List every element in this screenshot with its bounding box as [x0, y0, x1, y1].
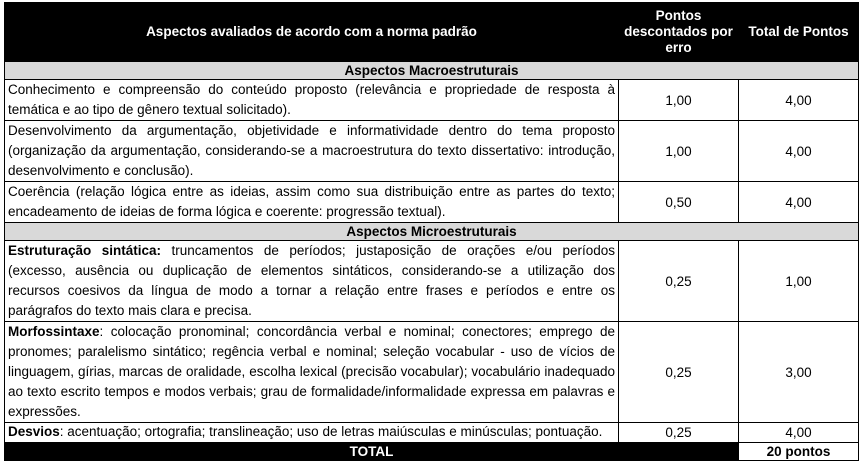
criterion-text: Coerência (relação lógica entre as ideias, assim como sua distribuição entre as partes do texto; encadeamento de ideias de forma lógica e coerente: progressão textual).	[8, 184, 615, 219]
total-label: TOTAL	[5, 443, 739, 461]
criterion-heading: Morfossintaxe	[8, 324, 100, 339]
criterion-heading: Desvios	[8, 424, 60, 439]
criterion-description	[5, 182, 619, 223]
table-row	[5, 241, 859, 322]
section-title: Aspectos Microestruturais	[5, 223, 859, 241]
table-row	[5, 182, 859, 223]
header-aspects: Aspectos avaliados de acordo com a norma padrão	[5, 3, 619, 62]
table-row	[5, 80, 859, 121]
points-per-error: 0,25	[619, 241, 739, 322]
criterion-text: : acentuação; ortografia; translineação; uso de letras maiúsculas e minúsculas; pontuação.	[59, 424, 603, 439]
points-per-error: 0,25	[619, 322, 739, 423]
total-points: 4,00	[739, 423, 859, 443]
criterion-heading: Estruturação sintática:	[8, 243, 162, 258]
criterion-description	[5, 423, 619, 443]
section-row-macro	[5, 62, 859, 80]
evaluation-table-container	[4, 2, 859, 461]
points-per-error: 0,25	[619, 423, 739, 443]
points-per-error: 1,00	[619, 121, 739, 182]
section-title: Aspectos Macroestruturais	[5, 62, 859, 80]
criterion-text: : colocação pronominal; concordância verbal e nominal; conectores; emprego de pronomes; paralelismo sintático; regência verbal e nominal; seleção vocabular - uso de vícios de linguagem, gírias, marcas de oralidade, escolha lexical (precisão vocabular); vocabulário inadequado ao texto escrito tempos e modos verbais; grau de formalidade/informalidade expressa em palavras e expressões.	[8, 324, 615, 419]
criterion-text: Desenvolvimento da argumentação, objetividade e informatividade dentro do tema proposto (organização da argumentação, considerando-se a macroestrutura do texto dissertativo: introdução, desenvolvimento e conclusão).	[8, 123, 615, 178]
criterion-description	[5, 121, 619, 182]
table-row	[5, 322, 859, 423]
total-points: 4,00	[739, 182, 859, 223]
total-row	[5, 443, 859, 461]
criterion-description	[5, 322, 619, 423]
total-points: 4,00	[739, 80, 859, 121]
criterion-text: truncamentos de períodos; justaposição de orações e/ou períodos (excesso, ausência ou duplicação de elementos sintáticos, considerando-se a utilização dos recursos coesivos da língua de modo a tornar a relação entre frases e períodos e entre os parágrafos do texto mais clara e precisa.	[8, 243, 615, 318]
header-points-per-error: Pontos descontados por erro	[619, 3, 739, 62]
header-total-points: Total de Pontos	[739, 3, 859, 62]
points-per-error: 1,00	[619, 80, 739, 121]
section-row-micro	[5, 223, 859, 241]
table-row	[5, 121, 859, 182]
evaluation-criteria-table	[4, 2, 859, 461]
total-value: 20 pontos	[739, 443, 859, 461]
total-points: 3,00	[739, 322, 859, 423]
total-points: 4,00	[739, 121, 859, 182]
points-per-error: 0,50	[619, 182, 739, 223]
table-header-row	[5, 3, 859, 62]
total-points: 1,00	[739, 241, 859, 322]
table-row	[5, 423, 859, 443]
criterion-text: Conhecimento e compreensão do conteúdo proposto (relevância e propriedade de resposta à temática e ao tipo de gênero textual solicitado).	[8, 82, 615, 117]
criterion-description	[5, 80, 619, 121]
criterion-description	[5, 241, 619, 322]
